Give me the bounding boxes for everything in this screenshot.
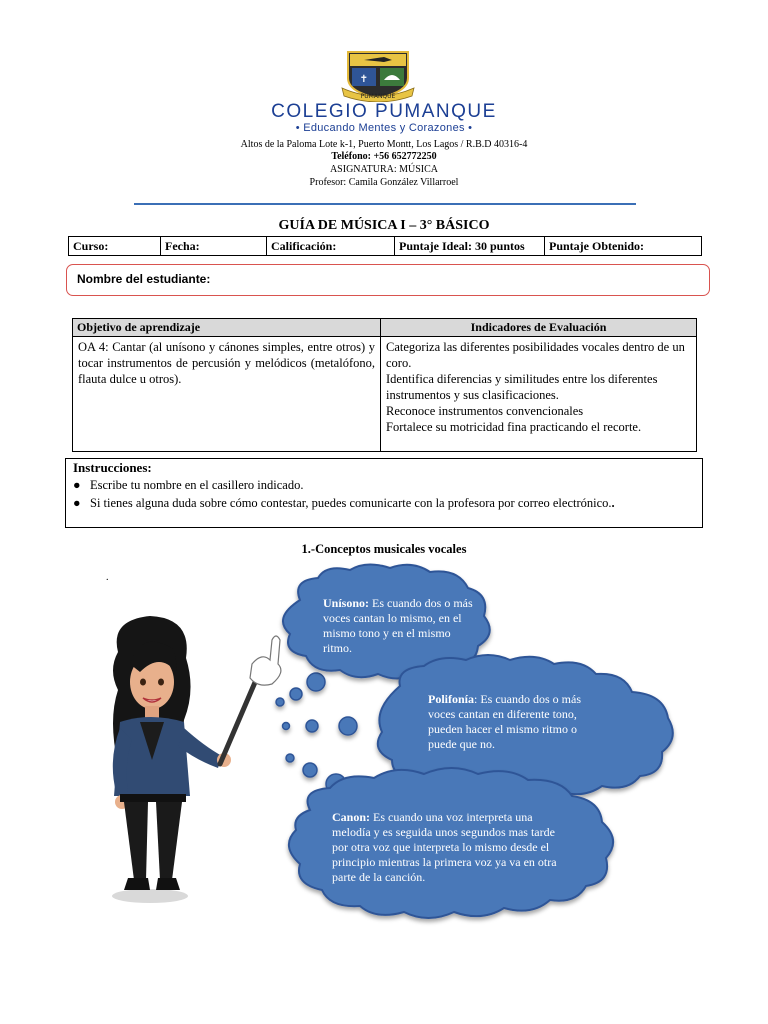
grade-field[interactable]: Calificación: xyxy=(267,237,395,256)
indicators-header: Indicadores de Evaluación xyxy=(381,319,697,337)
student-name-field[interactable] xyxy=(66,264,710,296)
teacher-line: Profesor: Camila González Villarroel xyxy=(309,177,459,188)
info-table xyxy=(68,236,702,256)
svg-text:PUMANQUE: PUMANQUE xyxy=(360,93,396,100)
indicator-item: Fortalece su motricidad fina practicando el recorte. xyxy=(386,420,642,434)
student-name-label: Nombre del estudiante: xyxy=(77,272,211,286)
objective-header: Objetivo de aprendizaje xyxy=(73,319,381,337)
indicator-item: Reconoce instrumentos convencionales xyxy=(386,404,584,418)
objectives-table xyxy=(72,318,697,452)
section-title: 1.-Conceptos musicales vocales xyxy=(301,542,467,556)
instruction-item xyxy=(73,494,695,512)
concepts-illustration xyxy=(0,560,768,1020)
thought-dots xyxy=(276,673,357,794)
cloud-text-unisono: Unísono: Es cuando dos o más voces cantan lo mismo, en el mismo tono y en el mismo ritmo. xyxy=(323,596,473,655)
guide-title: GUÍA DE MÚSICA I – 3° BÁSICO xyxy=(278,218,490,233)
ideal-score-field: Puntaje Ideal: 30 puntos xyxy=(395,237,545,256)
header-divider xyxy=(134,203,636,205)
obtained-score-field[interactable]: Puntaje Obtenido: xyxy=(545,237,702,256)
subject-line: ASIGNATURA: MÚSICA xyxy=(329,164,439,175)
indicator-item: Identifica diferencias y similitudes entre los diferentes instrumentos y sus clasificaciones. xyxy=(386,372,658,402)
instruction-text: Escribe tu nombre en el casillero indicado. xyxy=(90,478,304,492)
bullet-icon: ● xyxy=(73,478,81,492)
stray-mark: . xyxy=(106,572,109,583)
cloud-text-polifonia: Polifonía: Es cuando dos o más voces cantan en diferente tono, pueden hacer el mismo ritmo o puede que no. xyxy=(428,692,582,751)
instruction-text: Si tienes alguna duda sobre cómo contestar, puedes comunicarte con la profesora por correo electrónico. xyxy=(90,496,612,510)
info-row xyxy=(69,237,702,256)
cloud-text-canon: Canon: Es cuando una voz interpreta una melodía y es seguida unos segundos mas tarde por otra voz que interpreta lo mismo desde el principio mientras la primera voz ya va en otra parte de la canción. xyxy=(332,810,557,884)
school-motto: • Educando Mentes y Corazones • xyxy=(295,122,473,134)
instruction-period: . xyxy=(611,496,615,510)
svg-text:✝: ✝ xyxy=(359,74,369,85)
indicator-item: Categoriza las diferentes posibilidades vocales dentro de un coro. xyxy=(386,340,685,370)
date-field[interactable]: Fecha: xyxy=(161,237,267,256)
instructions-box xyxy=(65,458,703,528)
school-name: COLEGIO PUMANQUE xyxy=(271,101,497,122)
objective-text: OA 4: Cantar (al unísono y cánones simples, entre otros) y tocar instrumentos de percusión y melódicos (metalófono, flauta dulce u otros). xyxy=(73,337,381,452)
course-field[interactable]: Curso: xyxy=(69,237,161,256)
indicators-cell xyxy=(381,337,697,452)
school-address: Altos de la Paloma Lote k-1, Puerto Montt, Los Lagos / R.B.D 40316-4 xyxy=(240,139,528,150)
instructions-title: Instrucciones: xyxy=(73,460,152,475)
instruction-item xyxy=(73,476,695,494)
teacher-character-icon xyxy=(112,616,281,903)
bullet-icon: ● xyxy=(73,496,81,510)
school-crest-icon xyxy=(340,48,416,102)
school-phone: Teléfono: +56 652772250 xyxy=(331,151,437,162)
